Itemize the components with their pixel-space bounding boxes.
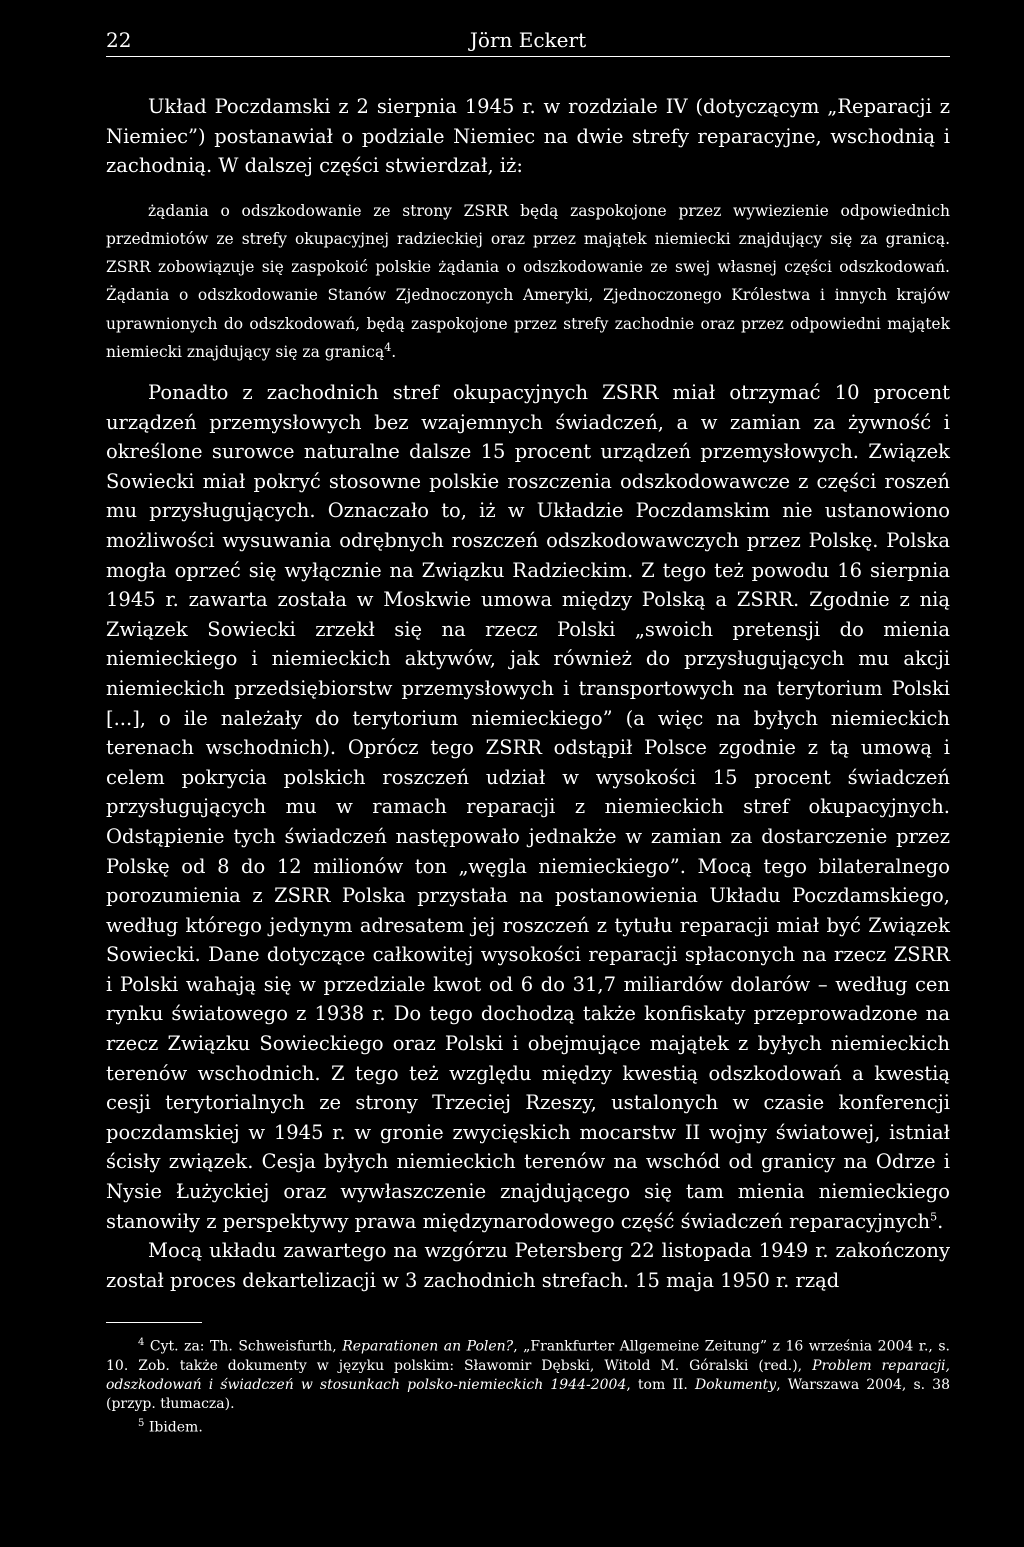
quote-text: żądania o odszkodowanie ze strony ZSRR będą zaspokojone przez wywiezienie odpowiednich przedmiotów ze strefy okupacyjnej radzieckiej oraz przez majątek niemiecki znajdujący się za granicą. ZSRR zobowiązuje się zaspokoić polskie żądania o odszkodowanie ze swej własnej części odszkodowań. Żądania o odszkodowanie Stanów Zjednoczonych Ameryki, Zjednoczonego Królestwa i innych krajów uprawnionych do odszkodowań, będą zaspokojone przez strefy zachodnie oraz przez odpowiedni majątek niemiecki znajdujący się za granicą — [106, 201, 950, 361]
footnote-title: Dokumenty — [694, 1376, 777, 1393]
footnote-4 — [106, 1333, 950, 1414]
header-rule — [106, 56, 950, 57]
paragraph-reparations — [106, 378, 950, 1236]
footnote-text: , Warszawa 2004, s. 38 (przyp. tłumacza). — [106, 1376, 950, 1412]
footnote-number: 4 — [138, 1337, 145, 1348]
footnote-title: Problem reparacji, odszkodowań i świadczeń w stosunkach polsko-niemieckich 1944-2004 — [106, 1357, 950, 1393]
page-header — [106, 28, 950, 58]
footnote-text: Cyt. za: Th. Schweisfurth, — [144, 1338, 343, 1355]
footnote-ref-4[interactable]: 4 — [384, 340, 392, 354]
footnote-text: , tom II. — [626, 1376, 695, 1393]
footnote-number: 5 — [138, 1417, 145, 1429]
paragraph-text: Mocą układu zawartego na wzgórzu Petersberg 22 listopada 1949 r. zakończony został proces dekartelizacji w 3 zachodnich strefach. 15 maja 1950 r. rząd — [106, 1239, 950, 1292]
paragraph-petersberg — [106, 1236, 950, 1295]
paragraph-end: . — [937, 1209, 944, 1233]
main-text — [106, 92, 950, 1295]
footnote-ref-5[interactable]: 5 — [930, 1210, 938, 1224]
paragraph-text: Ponadto z zachodnich stref okupacyjnych ZSRR miał otrzymać 10 procent urządzeń przemysłowych bez wzajemnych świadczeń, a w zamian za żywność i określone surowce naturalne dalsze 15 procent urządzeń przemysłowych. Związek Sowiecki miał pokryć stosowne polskie roszczenia odszkodowawcze z części roszeń mu przysługujących. Oznaczało to, iż w Układzie Poczdamskim nie ustanowiono możliwości wysuwania odrębnych roszczeń odszkodowawczych przez Polskę. Polska mogła oprzeć się wyłącznie na Związku Radzieckim. Z tego też powodu 16 sierpnia 1945 r. zawarta została w Moskwie umowa między Polską a ZSRR. Zgodnie z nią Związek Sowiecki zrzekł się na rzecz Polski „swoich pretensji do mienia niemieckiego i niemieckich aktywów, jak również do przysługujących mu akcji niemieckich przedsiębiorstw przemysłowych i transportowych na terytorium Polski [...], o ile należały do terytorium niemieckiego” (a więc na byłych niemieckich terenach wschodnich). Oprócz tego ZSRR odstąpił Polsce zgodnie z tą umową i celem pokrycia polskich roszczeń udział w wysokości 15 procent świadczeń przysługujących mu w ramach reparacji z niemieckich stref okupacyjnych. Odstąpienie tych świadczeń następowało jednakże w zamian za dostarczenie przez Polskę od 8 do 12 milionów ton „węgla niemieckiego”. Mocą tego bilateralnego porozumienia z ZSRR Polska przystała na postanowienia Układu Poczdamskiego, według którego jedynym adresatem jej roszczeń z tytułu reparacji miał być Związek Sowiecki. Dane dotyczące całkowitej wysokości reparacji spłaconych na rzecz ZSRR i Polski wahają się w przedziale kwot od 6 do 31,7 miliardów dolarów – według cen rynku światowego z 1938 r. Do tego dochodzą także konfiskaty przeprowadzone na rzecz Związku Sowieckiego oraz Polski i obejmujące majątek z byłych niemieckich terenów wschodnich. Z tego też względu między kwestią odszkodowań a kwestią cesji terytorialnych ze strony Trzeciej Rzeszy, ustalonych w czasie konferencji poczdamskiej w 1945 r. w gronie zwycięskich mocarstw II wojny światowej, istniał ścisły związek. Cesja byłych niemieckich terenów na wschód od granicy na Odrze i Nysie Łużyckiej oraz wywłaszczenie znajdującego się tam mienia niemieckiego stanowiły z perspektywy prawa międzynarodowego część świadczeń reparacyjnych — [106, 381, 950, 1233]
quote-end: . — [391, 342, 397, 361]
paragraph-text: Układ Poczdamski z 2 sierpnia 1945 r. w rozdziale IV (dotyczącym „Reparacji z Niemiec”) postanawiał o podziale Niemiec na dwie strefy reparacyjne, wschodnią i zachodnią. W dalszej części stwierdzał, iż: — [106, 95, 950, 178]
footnote-5 — [106, 1414, 950, 1438]
footnote-text: Ibidem. — [144, 1419, 203, 1436]
paragraph-potsdam-agreement — [106, 92, 950, 181]
page-number: 22 — [106, 28, 132, 52]
footnote-rule — [106, 1322, 202, 1323]
footnotes — [106, 1322, 950, 1437]
footnote-text: , „Frankfurter Allgemeine Zeitung” z 16 września 2004 r., s. 10. Zob. także dokumenty w języku polskim: Sławomir Dębski, Witold M. Góralski (red.), — [106, 1338, 950, 1374]
running-head-author: Jörn Eckert — [469, 28, 587, 52]
footnote-title: Reparationen an Polen? — [342, 1338, 514, 1355]
block-quote — [106, 197, 950, 366]
